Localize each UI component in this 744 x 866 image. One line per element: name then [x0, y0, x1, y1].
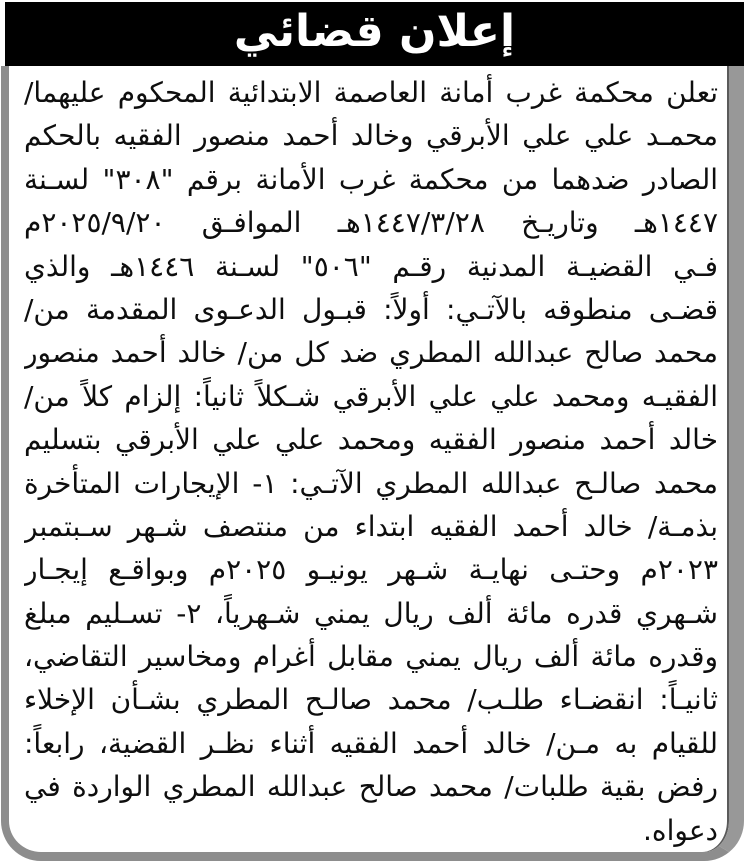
notice-line: ١٤٤٧هـ وتاريـخ ١٤٤٧/٣/٢٨هـ الموافـق ٢٠٢٥/٩/٢٠م	[24, 206, 718, 240]
notice-line: الصادر ضدهما من محكمة غرب الأمانة برقم "٣٠٨" لسـنة	[24, 162, 718, 196]
notice-line: خالد أحمد منصور الفقيه ومحمد علي علي الأبرقي بتسليم	[24, 423, 718, 457]
notice-line-final: دعواه.	[643, 813, 718, 847]
notice-line: محمـد علي علي الأبرقي وخالد أحمد منصور الفقيه بالحكم	[24, 119, 718, 153]
notice-line: تعلن محكمة غرب أمانة العاصمة الابتدائية المحكوم عليهما/	[24, 76, 718, 109]
notice-line: الفقيـه ومحمد علي علي الأبرقي شـكلاً ثانياً: إلزام كلاً من/	[24, 379, 718, 413]
notice-line: فـي القضيـة المدنية رقـم "٥٠٦" لسـنة ١٤٤٦هـ والذي	[24, 249, 718, 283]
notice-line: للقيام به مـن/ خالد أحمد الفقيه أثناء نظـر القضية، رابعاً:	[24, 726, 718, 760]
notice-line: بذمـة/ خالد أحمد الفقيه ابتداء من منتصف شـهر سـبتمبر	[24, 509, 718, 543]
notice-line: محمد صالح عبدالله المطري ضد كل من/ خالد أحمد منصور	[24, 336, 718, 370]
notice-title: إعلان قضائي	[233, 6, 516, 57]
notice-line: ٢٠٢٣م وحتـى نهايـة شـهر يونيـو ٢٠٢٥م وبواقـع إيجـار	[24, 553, 718, 587]
notice-line: قضـى منطوقه بالآتـي: أولاً: قبـول الدعـوى المقدمة من/	[24, 292, 718, 326]
notice-line: شـهري قدره مائة ألف ريال يمني شـهرياً، ٢- تسـليم مبلغ	[24, 596, 718, 630]
notice-line: محمد صالـح عبدالله المطري الآتـي: ١- الإيجارات المتأخرة	[24, 466, 718, 500]
notice-line: ثانيـاً: انقضـاء طلـب/ محمد صالـح المطري بشـأن الإخلاء	[24, 683, 718, 717]
notice-body	[24, 71, 718, 852]
notice-header	[5, 2, 744, 66]
notice-line: وقدره مائة ألف ريال يمني مقابل أغرام ومخاسير التقاضي،	[24, 640, 718, 674]
notice-line: رفض بقية طلبات/ محمد صالح عبدالله المطري الواردة في	[24, 770, 718, 804]
